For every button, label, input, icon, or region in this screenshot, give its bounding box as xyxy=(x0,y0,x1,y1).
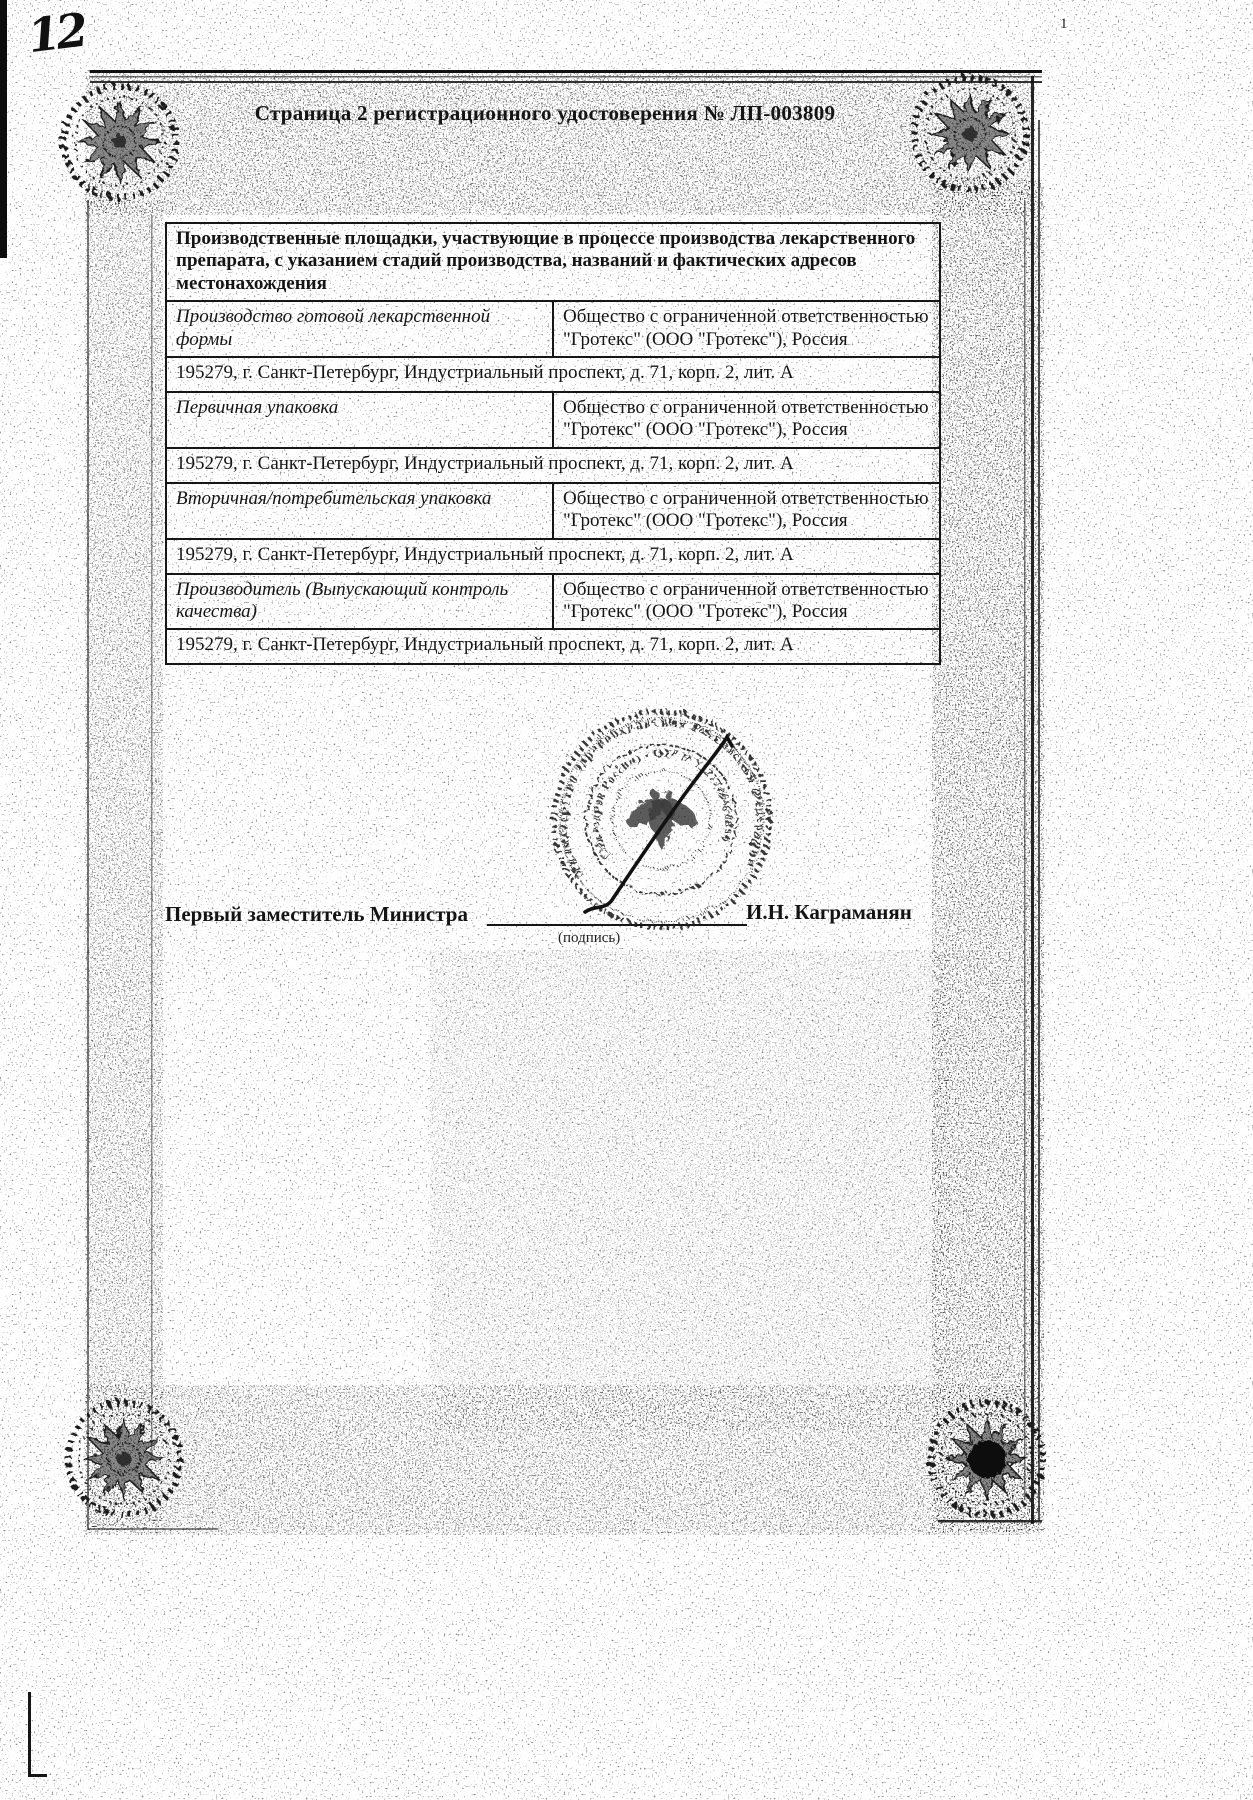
company-cell: Общество с ограниченной ответственностью "Гротекс" (ООО "Гротекс"), Россия xyxy=(553,392,940,448)
signature-caption: (подпись) xyxy=(558,930,621,946)
crop-mark-bottom-left xyxy=(28,1692,47,1777)
table-header-row xyxy=(166,223,940,301)
bottom-right-rosette-dot xyxy=(966,1438,1004,1476)
table-header-cell: Производственные площадки, участвующие в процессе производства лекарственного препарата, с указанием стадий производства, названий и фактических адресов местонахождения xyxy=(166,223,940,301)
scanner-edge-artifact xyxy=(0,0,7,258)
table-row xyxy=(166,629,940,664)
address-cell: 195279, г. Санкт-Петербург, Индустриальный проспект, д. 71, корп. 2, лит. А xyxy=(166,357,940,392)
table-row xyxy=(166,574,940,630)
company-cell: Общество с ограниченной ответственностью "Гротекс" (ООО "Гротекс"), Россия xyxy=(553,574,940,630)
stamp-inner-ring-text: (Минздрав России) • ОГРН 1127746460896 xyxy=(587,746,733,859)
stamp-outer-ring-text: Министерство здравоохранения Российской Федерации xyxy=(552,711,768,880)
corner-mark: 1 xyxy=(1060,16,1068,32)
address-cell: 195279, г. Санкт-Петербург, Индустриальный проспект, д. 71, корп. 2, лит. А xyxy=(166,448,940,483)
stage-cell: Производство готовой лекарственной формы xyxy=(166,301,553,357)
stage-cell: Производитель (Выпускающий контроль качества) xyxy=(166,574,553,630)
stage-cell: Первичная упаковка xyxy=(166,392,553,448)
table-row xyxy=(166,539,940,574)
ministry-round-stamp xyxy=(525,693,795,948)
table-row xyxy=(166,357,940,392)
table-row xyxy=(166,448,940,483)
stage-cell: Вторичная/потребительская упаковка xyxy=(166,483,553,539)
table-row xyxy=(166,392,940,448)
signatory-name: И.Н. Каграманян xyxy=(746,900,912,924)
address-cell: 195279, г. Санкт-Петербург, Индустриальный проспект, д. 71, корп. 2, лит. А xyxy=(166,629,940,664)
handwritten-page-number: 12 xyxy=(24,2,88,64)
signatory-position: Первый заместитель Министра xyxy=(165,902,468,926)
address-cell: 195279, г. Санкт-Петербург, Индустриальный проспект, д. 71, корп. 2, лит. А xyxy=(166,539,940,574)
table-row xyxy=(166,301,940,357)
company-cell: Общество с ограниченной ответственностью "Гротекс" (ООО "Гротекс"), Россия xyxy=(553,301,940,357)
table-row xyxy=(166,483,940,539)
eagle-emblem xyxy=(620,789,700,850)
production-sites-table xyxy=(165,222,941,665)
page-title: Страница 2 регистрационного удостоверения № ЛП-003809 xyxy=(254,101,836,125)
company-cell: Общество с ограниченной ответственностью "Гротекс" (ООО "Гротекс"), Россия xyxy=(553,483,940,539)
